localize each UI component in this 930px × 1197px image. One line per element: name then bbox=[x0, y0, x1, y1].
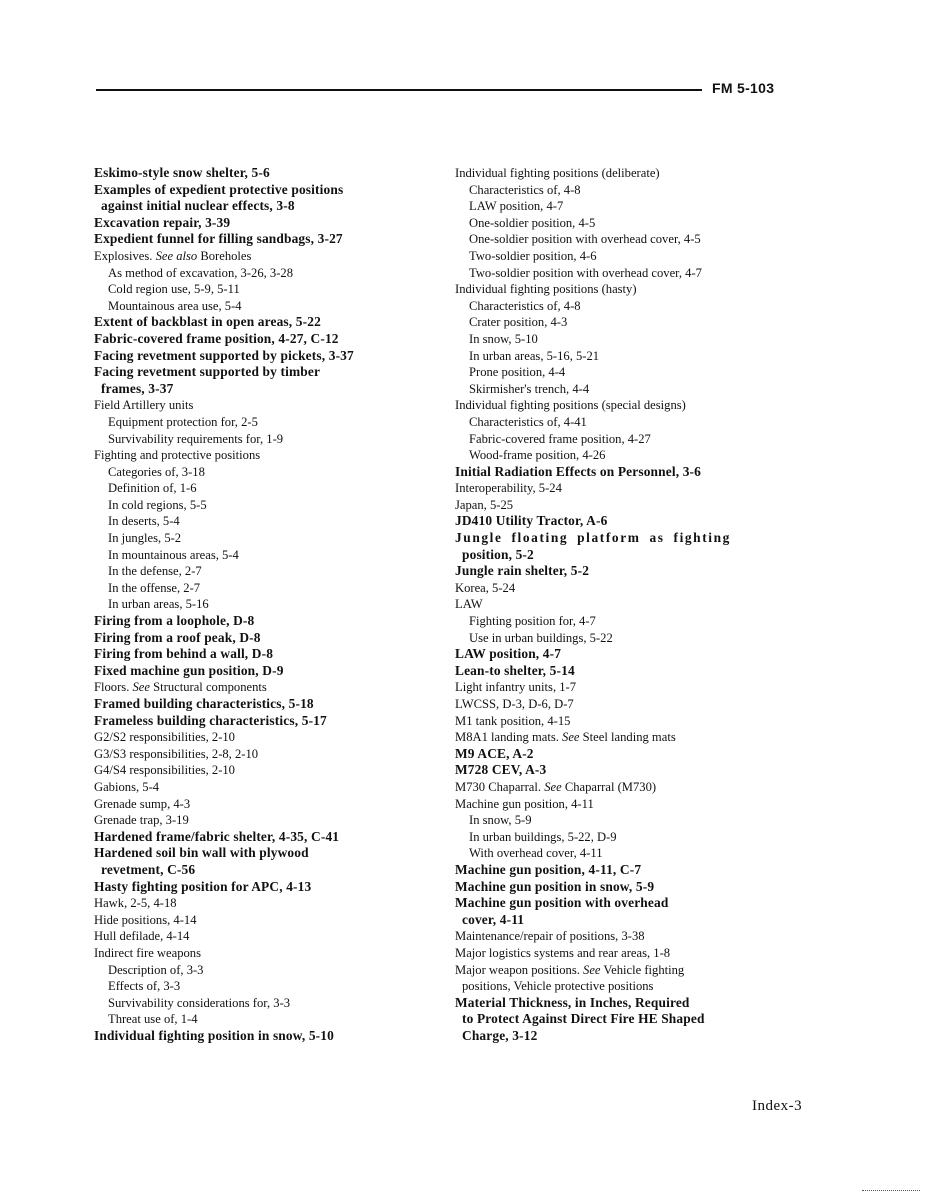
index-entry-text: G3/S3 responsibilities, 2-8, 2-10 bbox=[94, 746, 259, 761]
index-entry-text: LWCSS, D-3, D-6, D-7 bbox=[455, 697, 574, 711]
see-reference: See bbox=[562, 730, 580, 745]
index-entry bbox=[94, 729, 424, 746]
index-entry-text: In urban buildings, 5-22, D-9 bbox=[469, 829, 617, 844]
index-entry bbox=[94, 646, 424, 663]
index-entry-text: Gabions, 5-4 bbox=[94, 779, 160, 794]
index-entry bbox=[94, 978, 424, 995]
index-entry bbox=[455, 198, 785, 215]
index-entry bbox=[455, 431, 785, 448]
see-target: Vehicle fighting bbox=[600, 962, 685, 977]
index-entry-text: cover, 4-11 bbox=[462, 911, 525, 927]
index-entry bbox=[455, 746, 785, 763]
index-entry bbox=[94, 431, 424, 448]
index-entry-text: LAW bbox=[455, 597, 483, 612]
index-entry-text: JD410 Utility Tractor, A-6 bbox=[455, 513, 608, 529]
index-entry bbox=[455, 331, 785, 348]
index-entry-text: M8A1 landing mats. bbox=[455, 730, 563, 745]
index-entry-text: Korea, 5-24 bbox=[455, 580, 516, 595]
index-entry-text: Individual fighting positions (deliberate) bbox=[455, 166, 660, 180]
index-entry-text: One-soldier position with overhead cover, 4-5 bbox=[469, 232, 701, 247]
index-entry bbox=[455, 281, 785, 298]
index-entry-text: Interoperability, 5-24 bbox=[455, 481, 562, 496]
index-entry bbox=[455, 215, 785, 232]
index-entry-text: Hawk, 2-5, 4-18 bbox=[94, 896, 177, 911]
index-entry-text: In deserts, 5-4 bbox=[108, 514, 180, 529]
index-entry-text: Expedient funnel for filling sandbags, 3-27 bbox=[94, 231, 343, 247]
index-entry bbox=[455, 779, 785, 796]
index-entry bbox=[455, 630, 785, 647]
index-entry-text: position, 5-2 bbox=[462, 546, 534, 562]
index-entry-text: Facing revetment supported by pickets, 3-37 bbox=[94, 347, 354, 363]
index-entry-text: to Protect Against Direct Fire HE Shaped bbox=[462, 1011, 705, 1027]
index-entry-text: Fabric-covered frame position, 4-27, C-12 bbox=[94, 330, 339, 346]
index-entry bbox=[455, 1011, 785, 1028]
index-entry-text: Characteristics of, 4-8 bbox=[469, 298, 581, 313]
index-entry-text: Examples of expedient protective positions bbox=[94, 181, 344, 197]
index-entry bbox=[94, 613, 424, 630]
index-entry-text: Skirmisher's trench, 4-4 bbox=[469, 381, 590, 396]
index-entry-text: Machine gun position with overhead bbox=[455, 895, 669, 911]
index-entry bbox=[455, 314, 785, 331]
index-entry-text: Firing from behind a wall, D-8 bbox=[94, 646, 274, 662]
index-entry bbox=[94, 928, 424, 945]
index-entry bbox=[455, 182, 785, 199]
index-entry bbox=[94, 513, 424, 530]
index-entry-text: Two-soldier position, 4-6 bbox=[469, 248, 597, 263]
index-entry bbox=[455, 530, 785, 547]
index-entry bbox=[455, 464, 785, 481]
index-entry bbox=[94, 829, 424, 846]
index-entry-text: In snow, 5-9 bbox=[469, 813, 532, 828]
index-entry-text: Grenade trap, 3-19 bbox=[94, 813, 189, 828]
index-entry bbox=[94, 895, 424, 912]
index-entry-text: Two-soldier position with overhead cover, 4-7 bbox=[469, 265, 702, 280]
index-entry bbox=[455, 265, 785, 282]
index-entry bbox=[455, 580, 785, 597]
index-entry-text: Mountainous area use, 5-4 bbox=[108, 298, 242, 313]
index-entry bbox=[455, 995, 785, 1012]
index-entry bbox=[94, 679, 424, 696]
index-entry bbox=[94, 580, 424, 597]
index-entry-text: Explosives. bbox=[94, 248, 156, 263]
index-entry bbox=[94, 713, 424, 730]
index-entry-text: Hull defilade, 4-14 bbox=[94, 929, 190, 944]
index-entry-text: Eskimo-style snow shelter, 5-6 bbox=[94, 165, 270, 180]
index-entry-text: In jungles, 5-2 bbox=[108, 531, 182, 546]
see-target: Steel landing mats bbox=[579, 730, 676, 745]
index-entry-text: Survivability requirements for, 1-9 bbox=[108, 431, 284, 446]
index-entry-text: Machine gun position in snow, 5-9 bbox=[455, 878, 655, 894]
index-entry bbox=[94, 1028, 424, 1045]
index-entry-text: LAW position, 4-7 bbox=[469, 199, 564, 214]
index-entry bbox=[94, 945, 424, 962]
index-entry bbox=[455, 381, 785, 398]
index-entry-text: Lean-to shelter, 5-14 bbox=[455, 662, 575, 678]
index-entry-text: Frameless building characteristics, 5-17 bbox=[94, 712, 327, 728]
index-entry bbox=[94, 397, 424, 414]
index-entry-text: Light infantry units, 1-7 bbox=[455, 680, 577, 695]
index-entry-text: As method of excavation, 3-26, 3-28 bbox=[108, 265, 294, 280]
index-entry-text: Cold region use, 5-9, 5-11 bbox=[108, 282, 240, 297]
index-entry bbox=[94, 563, 424, 580]
index-entry bbox=[455, 563, 785, 580]
index-entry-text: Individual fighting positions (hasty) bbox=[455, 282, 637, 297]
index-entry bbox=[94, 248, 424, 265]
index-entry bbox=[455, 879, 785, 896]
index-entry bbox=[94, 447, 424, 464]
index-entry-text: With overhead cover, 4-11 bbox=[469, 846, 603, 861]
index-entry bbox=[94, 281, 424, 298]
index-entry bbox=[455, 928, 785, 945]
index-entry-text: In urban areas, 5-16 bbox=[108, 597, 209, 612]
index-entry bbox=[455, 729, 785, 746]
index-entry bbox=[94, 1011, 424, 1028]
index-entry-text: Floors. bbox=[94, 680, 133, 695]
index-entry-text: Fabric-covered frame position, 4-27 bbox=[469, 431, 651, 446]
index-entry-text: Firing from a roof peak, D-8 bbox=[94, 629, 261, 645]
index-entry bbox=[94, 364, 424, 381]
see-target: Chaparral (M730) bbox=[561, 779, 657, 794]
index-entry-text: Excavation repair, 3-39 bbox=[94, 214, 231, 230]
index-entry bbox=[455, 1028, 785, 1045]
index-entry bbox=[94, 796, 424, 813]
index-entry bbox=[455, 978, 785, 995]
index-entry bbox=[455, 231, 785, 248]
index-entry-text: LAW position, 4-7 bbox=[455, 646, 562, 662]
index-entry bbox=[455, 862, 785, 879]
index-entry-text: Effects of, 3-3 bbox=[108, 979, 181, 994]
index-entry-text: Firing from a loophole, D-8 bbox=[94, 613, 255, 629]
index-entry-text: Indirect fire weapons bbox=[94, 945, 201, 960]
index-entry bbox=[455, 364, 785, 381]
index-entry-text: One-soldier position, 4-5 bbox=[469, 215, 596, 230]
index-entry bbox=[94, 298, 424, 315]
index-entry-text: Major weapon positions. bbox=[455, 962, 584, 977]
index-entry bbox=[94, 414, 424, 431]
index-entry bbox=[455, 414, 785, 431]
index-entry-text: Framed building characteristics, 5-18 bbox=[94, 696, 314, 711]
index-entry bbox=[455, 812, 785, 829]
index-entry bbox=[94, 231, 424, 248]
index-entry-text: In cold regions, 5-5 bbox=[108, 497, 207, 512]
index-entry bbox=[455, 762, 785, 779]
index-entry bbox=[94, 746, 424, 763]
index-entry bbox=[94, 165, 424, 182]
index-entry-text: revetment, C-56 bbox=[101, 861, 196, 877]
index-entry bbox=[455, 397, 785, 414]
index-entry bbox=[94, 265, 424, 282]
index-entry bbox=[94, 995, 424, 1012]
index-entry bbox=[455, 696, 785, 713]
index-entry-text: Field Artillery units bbox=[94, 398, 194, 413]
index-entry-text: Survivability considerations for, 3-3 bbox=[108, 995, 291, 1010]
index-entry-text: Jungle floating platform as fighting bbox=[455, 530, 731, 546]
index-entry bbox=[94, 862, 424, 879]
index-entry-text: Fighting position for, 4-7 bbox=[469, 614, 596, 629]
index-entry-text: Hide positions, 4-14 bbox=[94, 912, 197, 927]
index-entry-text: Charge, 3-12 bbox=[462, 1027, 538, 1043]
index-entry bbox=[455, 447, 785, 464]
index-entry-text: Crater position, 4-3 bbox=[469, 315, 568, 330]
index-entry bbox=[455, 248, 785, 265]
index-entry-text: Hardened soil bin wall with plywood bbox=[94, 845, 309, 861]
index-entry-text: In snow, 5-10 bbox=[469, 331, 538, 346]
index-entry-text: Prone position, 4-4 bbox=[469, 365, 566, 380]
index-column-left bbox=[94, 165, 424, 1044]
manual-number: FM 5-103 bbox=[712, 80, 775, 96]
index-entry bbox=[94, 779, 424, 796]
index-entry bbox=[94, 696, 424, 713]
index-entry bbox=[94, 198, 424, 215]
index-entry-text: M1 tank position, 4-15 bbox=[455, 713, 571, 728]
index-entry bbox=[94, 630, 424, 647]
index-entry bbox=[455, 895, 785, 912]
index-entry-text: positions, Vehicle protective positions bbox=[462, 979, 654, 994]
index-entry bbox=[455, 796, 785, 813]
index-entry bbox=[94, 596, 424, 613]
index-entry bbox=[94, 547, 424, 564]
index-entry bbox=[94, 497, 424, 514]
index-entry bbox=[455, 596, 785, 613]
index-entry-text: Facing revetment supported by timber bbox=[94, 364, 321, 380]
index-entry bbox=[94, 762, 424, 779]
index-entry bbox=[455, 663, 785, 680]
index-entry-text: Individual fighting position in snow, 5-10 bbox=[94, 1027, 334, 1043]
index-entry-text: In mountainous areas, 5-4 bbox=[108, 547, 239, 562]
index-entry bbox=[455, 713, 785, 730]
index-entry-text: Japan, 5-25 bbox=[455, 497, 514, 512]
index-entry bbox=[94, 530, 424, 547]
index-entry-text: Use in urban buildings, 5-22 bbox=[469, 630, 613, 645]
index-entry bbox=[94, 215, 424, 232]
index-entry bbox=[455, 348, 785, 365]
index-entry bbox=[94, 480, 424, 497]
index-entry bbox=[455, 829, 785, 846]
index-entry-text: Hardened frame/fabric shelter, 4-35, C-41 bbox=[94, 828, 340, 844]
index-entry-text: Machine gun position, 4-11 bbox=[455, 796, 594, 811]
index-entry-text: Categories of, 3-18 bbox=[108, 464, 205, 479]
index-entry-text: Fixed machine gun position, D-9 bbox=[94, 662, 284, 678]
index-entry bbox=[455, 679, 785, 696]
see-target: Boreholes bbox=[197, 248, 252, 263]
index-entry bbox=[94, 812, 424, 829]
index-entry bbox=[94, 912, 424, 929]
index-entry-text: Maintenance/repair of positions, 3-38 bbox=[455, 929, 645, 944]
index-entry bbox=[455, 497, 785, 514]
see-reference: See bbox=[132, 680, 150, 695]
index-entry bbox=[455, 480, 785, 497]
index-entry bbox=[94, 331, 424, 348]
index-entry-text: G2/S2 responsibilities, 2-10 bbox=[94, 730, 235, 745]
header-rule bbox=[96, 89, 702, 91]
index-entry-text: frames, 3-37 bbox=[101, 380, 174, 396]
index-entry bbox=[94, 182, 424, 199]
index-entry-text: Hasty fighting position for APC, 4-13 bbox=[94, 878, 312, 894]
index-entry bbox=[94, 314, 424, 331]
index-entry-text: Threat use of, 1-4 bbox=[108, 1012, 198, 1027]
index-entry-text: M9 ACE, A-2 bbox=[455, 745, 534, 761]
index-entry bbox=[455, 298, 785, 315]
index-entry-text: G4/S4 responsibilities, 2-10 bbox=[94, 763, 235, 778]
index-entry bbox=[94, 962, 424, 979]
index-entry-text: M730 Chaparral. bbox=[455, 779, 545, 794]
index-entry bbox=[455, 912, 785, 929]
index-entry-text: Extent of backblast in open areas, 5-22 bbox=[94, 314, 321, 330]
scan-edge-mark bbox=[862, 1190, 920, 1193]
index-entry bbox=[455, 513, 785, 530]
index-entry-text: Individual fighting positions (special designs) bbox=[455, 398, 686, 413]
see-reference: See bbox=[544, 779, 562, 794]
index-entry bbox=[94, 845, 424, 862]
index-entry-text: Jungle rain shelter, 5-2 bbox=[455, 563, 590, 579]
index-entry-text: Material Thickness, in Inches, Required bbox=[455, 994, 690, 1010]
index-entry bbox=[455, 945, 785, 962]
index-entry bbox=[455, 962, 785, 979]
page-number: Index-3 bbox=[752, 1098, 803, 1114]
index-entry-text: Initial Radiation Effects on Personnel, 3-6 bbox=[455, 463, 701, 479]
index-entry bbox=[94, 464, 424, 481]
index-entry bbox=[94, 879, 424, 896]
index-entry-text: Grenade sump, 4-3 bbox=[94, 796, 191, 811]
index-entry bbox=[455, 547, 785, 564]
index-entry-text: against initial nuclear effects, 3-8 bbox=[101, 198, 295, 214]
index-column-right bbox=[455, 165, 785, 1044]
index-entry bbox=[94, 381, 424, 398]
index-entry bbox=[455, 845, 785, 862]
index-entry-text: Description of, 3-3 bbox=[108, 962, 204, 977]
see-reference: See bbox=[583, 962, 601, 977]
index-entry-text: Equipment protection for, 2-5 bbox=[108, 414, 258, 429]
index-entry bbox=[455, 646, 785, 663]
see-target: Structural components bbox=[149, 680, 267, 695]
index-entry-text: Definition of, 1-6 bbox=[108, 481, 197, 496]
index-entry-text: Characteristics of, 4-8 bbox=[469, 182, 581, 197]
index-entry-text: Characteristics of, 4-41 bbox=[469, 414, 587, 429]
index-entry-text: In the defense, 2-7 bbox=[108, 564, 202, 579]
index-entry-text: Fighting and protective positions bbox=[94, 448, 261, 463]
index-entry bbox=[455, 165, 785, 182]
see-reference: See also bbox=[155, 248, 198, 263]
index-entry-text: In urban areas, 5-16, 5-21 bbox=[469, 348, 600, 363]
index-entry-text: Major logistics systems and rear areas, 1-8 bbox=[455, 945, 671, 960]
index-entry-text: M728 CEV, A-3 bbox=[455, 762, 547, 778]
index-entry-text: Machine gun position, 4-11, C-7 bbox=[455, 861, 642, 877]
index-entry bbox=[94, 348, 424, 365]
index-entry bbox=[455, 613, 785, 630]
index-entry bbox=[94, 663, 424, 680]
index-entry-text: In the offense, 2-7 bbox=[108, 580, 201, 595]
index-entry-text: Wood-frame position, 4-26 bbox=[469, 448, 606, 463]
